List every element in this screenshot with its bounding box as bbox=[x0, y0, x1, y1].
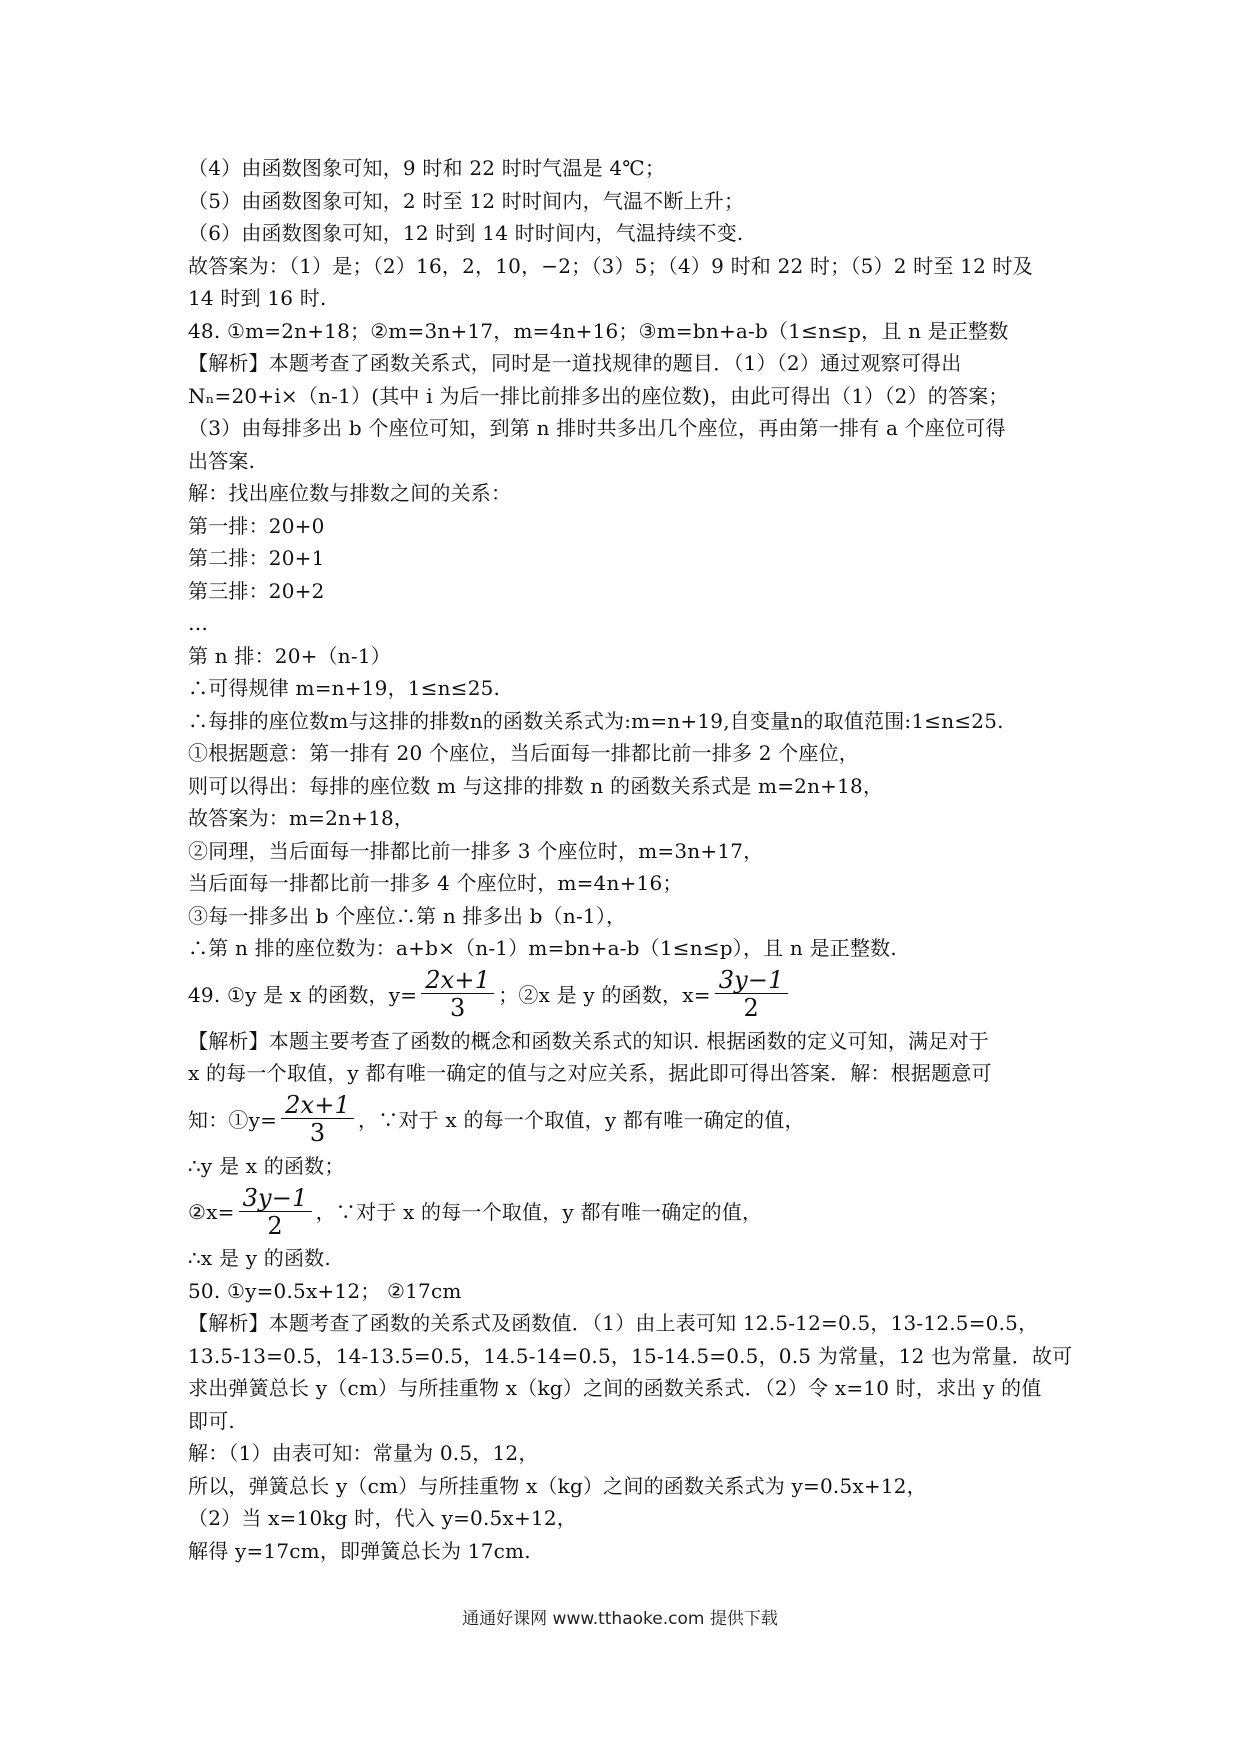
text-line: （2）当 x=10kg 时，代入 y=0.5x+12， bbox=[188, 1506, 577, 1530]
text-line: （5）由函数图象可知，2 时至 12 时时间内，气温不断上升； bbox=[188, 188, 745, 213]
text-line: ③每一排多出 b 个座位∴第 n 排多出 b（n-1）， bbox=[188, 903, 627, 928]
text-line: 当后面每一排都比前一排多 4 个座位时，m=4n+16； bbox=[188, 871, 683, 895]
text-line: 故答案为：m=2n+18， bbox=[188, 806, 415, 830]
page-footer: 通通好课网 www.tthaoke.com 提供下载 bbox=[462, 1609, 778, 1629]
question-49-answer bbox=[188, 965, 1068, 1025]
text-line: 【解析】本题考查了函数关系式，同时是一道找规律的题目．（1）（2）通过观察可得出 bbox=[188, 351, 962, 375]
text-line: （4）由函数图象可知，9 时和 22 时时气温是 4℃； bbox=[188, 156, 666, 180]
fraction-numerator: 3y−1 bbox=[242, 1183, 308, 1212]
text-line: Nₙ=20+i×（n-1）(其中 i 为后一排比前排多出的座位数)，由此可得出（1）（2）的答案； bbox=[188, 383, 1009, 408]
text-line: 第一排：20+0 bbox=[188, 513, 325, 538]
q49-middle: ；②x 是 y 的函数，x= bbox=[498, 982, 711, 1007]
text-line: 所以，弹簧总长 y（cm）与所挂重物 x（kg）之间的函数关系式为 y=0.5x+12， bbox=[188, 1473, 927, 1498]
text-line: 解：（1）由表可知：常量为 0.5，12， bbox=[188, 1441, 539, 1465]
text-line: ∴第 n 排的座位数为：a+b×（n-1）m=bn+a-b（1≤n≤p），且 n 是正整数. bbox=[188, 936, 897, 960]
q49c-suffix: ，∵对于 x 的每一个取值，y 都有唯一确定的值， bbox=[315, 1200, 763, 1224]
text-line: x 的每一个取值，y 都有唯一确定的值与之对应关系，据此即可得出答案．解：根据题意可 bbox=[188, 1061, 992, 1085]
text-line: 出答案. bbox=[188, 448, 256, 473]
fraction-denominator: 2 bbox=[743, 994, 759, 1022]
fraction-numerator: 2x+1 bbox=[425, 966, 491, 994]
text-line: （3）由每排多出 b 个座位可知，到第 n 排时共多出几个座位，再由第一排有 a 个座位可得 bbox=[188, 416, 1006, 440]
fraction-numerator: 2x+1 bbox=[285, 1091, 351, 1119]
text-line: ∴x 是 y 的函数. bbox=[188, 1246, 331, 1270]
text-line: 则可以得出：每排的座位数 m 与这排的排数 n 的函数关系式是 m=2n+18， bbox=[188, 773, 884, 798]
text-line: 解：找出座位数与排数之间的关系： bbox=[188, 481, 512, 505]
text-line: 14 时到 16 时. bbox=[188, 286, 327, 310]
text-line: ∴y 是 x 的函数； bbox=[188, 1153, 345, 1178]
text-line: 解得 y=17cm，即弹簧总长为 17cm. bbox=[188, 1538, 531, 1563]
fraction-numerator: 3y−1 bbox=[718, 966, 784, 994]
fraction-3y-minus-1-over-2 bbox=[239, 1185, 312, 1240]
text-line: 第 n 排：20+（n-1） bbox=[188, 643, 391, 668]
fraction-denominator: 3 bbox=[309, 1119, 326, 1147]
text-line: ②同理，当后面每一排都比前一排多 3 个座位时，m=3n+17， bbox=[188, 838, 764, 863]
text-line: 第二排：20+1 bbox=[188, 546, 325, 570]
text-line: 【解析】本题考查了函数的关系式及函数值．（1）由上表可知 12.5-12=0.5，13-12.5=0.5， bbox=[188, 1311, 1039, 1335]
fraction-3y-minus-1-over-2 bbox=[715, 967, 788, 1022]
text-line: 【解析】本题主要考查了函数的概念和函数关系式的知识. 根据函数的定义可知，满足对于 bbox=[188, 1028, 989, 1053]
q49-line-y-function bbox=[188, 1090, 1068, 1150]
question-48-answer: 48. ①m=2n+18；②m=3n+17，m=4n+16；③m=bn+a-b（1≤n≤p，且 n 是正整数 bbox=[188, 318, 1009, 343]
text-line: ∴每排的座位数m与这排的排数n的函数关系式为:m=n+19,自变量n的取值范围:1≤n≤25. bbox=[188, 708, 1004, 733]
text-line: 第三排：20+2 bbox=[188, 578, 325, 603]
text-line: … bbox=[188, 611, 209, 635]
question-50-answer: 50. ①y=0.5x+12； ②17cm bbox=[188, 1278, 462, 1303]
text-line: 13.5-13=0.5，14-13.5=0.5，14.5-14=0.5，15-14.5=0.5，0.5 为常量，12 也为常量．故可 bbox=[188, 1343, 1073, 1368]
text-line: 即可. bbox=[188, 1408, 235, 1433]
text-line: （6）由函数图象可知，12 时到 14 时时间内，气温持续不变. bbox=[188, 221, 744, 245]
text-line: ①根据题意：第一排有 20 个座位，当后面每一排都比前一排多 2 个座位， bbox=[188, 741, 860, 765]
q49-prefix: 49. ①y 是 x 的函数，y= bbox=[188, 982, 418, 1007]
document-body bbox=[188, 152, 1073, 1567]
q49c-prefix: ②x= bbox=[188, 1200, 235, 1224]
q49-line-x-function bbox=[188, 1182, 1068, 1242]
text-line: 求出弹簧总长 y（cm）与所挂重物 x（kg）之间的函数关系式．（2）令 x=10 时，求出 y 的值 bbox=[188, 1376, 1042, 1400]
q49b-suffix: ，∵对于 x 的每一个取值，y 都有唯一确定的值， bbox=[358, 1107, 805, 1132]
fraction-2x-plus-1-over-3 bbox=[421, 967, 494, 1022]
fraction-denominator: 2 bbox=[267, 1211, 283, 1240]
q49b-prefix: 知：①y= bbox=[188, 1107, 278, 1132]
text-line: ∴可得规律 m=n+19，1≤n≤25. bbox=[188, 676, 501, 700]
fraction-denominator: 3 bbox=[449, 994, 466, 1022]
fraction-2x-plus-1-over-3 bbox=[281, 1092, 354, 1147]
text-line: 故答案为：（1）是；（2）16，2，10，−2；（3）5；（4）9 时和 22 时；（5）2 时至 12 时及 bbox=[188, 253, 1033, 278]
